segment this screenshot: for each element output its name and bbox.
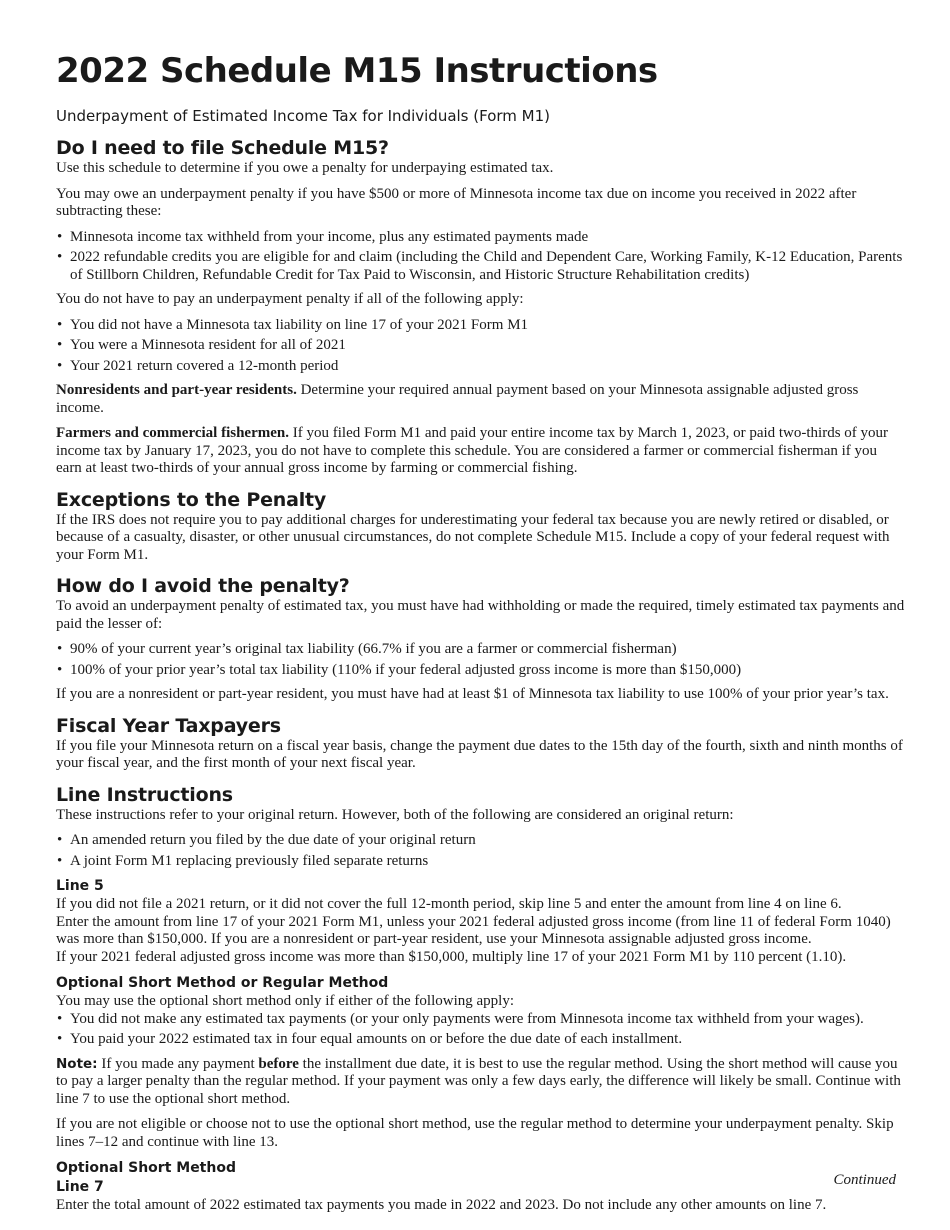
continued-label: Continued: [833, 1172, 896, 1188]
bullet-list: [56, 1011, 906, 1049]
section-line-instructions: [56, 783, 906, 871]
list-item: • Minnesota income tax withheld from your income, plus any estimated payments made: [56, 229, 906, 247]
list-item: • You did not have a Minnesota tax liability on line 17 of your 2021 Form M1: [56, 317, 906, 335]
list-item: • A joint Form M1 replacing previously filed separate returns: [56, 853, 906, 871]
paragraph-text: If you filed Form M1 and paid your entire income tax by March 1, 2023, or paid two-thirds of your income tax by January 17, 2023, you do not have to complete this schedule. You are considered a farmer or commercial fisherman if you earn at least two-thirds of your annual gross income by farming or commercial fishing.: [56, 425, 889, 476]
paragraph-farmers: [56, 425, 906, 478]
instructions-page: [56, 50, 906, 1223]
heading-optional-or-regular: Optional Short Method or Regular Method: [56, 975, 389, 991]
section-need-to-file: [56, 136, 906, 478]
note-label: Note:: [56, 1055, 98, 1072]
section-optional-or-regular: [56, 974, 906, 1151]
paragraph: These instructions refer to your original return. However, both of the following are considered an original return:: [56, 806, 734, 823]
heading-line-5: Line 5: [56, 878, 104, 894]
page-subtitle: Underpayment of Estimated Income Tax for Individuals (Form M1): [56, 107, 551, 125]
section-avoid-penalty: [56, 574, 906, 704]
paragraph: Enter the amount from line 17 of your 2021 Form M1, unless your 2021 federal adjusted gross income (from line 11 of federal Form 1040) was more than $150,000. If you are a nonresident or part-year resident, use your Minnesota assignable adjusted gross income.: [56, 913, 891, 947]
bullet-list: [56, 832, 906, 870]
list-item: • You were a Minnesota resident for all of 2021: [56, 337, 906, 355]
paragraph: Enter the total amount of 2022 estimated tax payments you made in 2022 and 2023. Do not include any other amounts on line 7.: [56, 1197, 827, 1213]
heading-optional-short: Optional Short Method: [56, 1160, 236, 1176]
paragraph: If the IRS does not require you to pay additional charges for underestimating your federal tax because you are newly retired or disabled, or because of a casualty, disaster, or other unusual circumstances, do not complete Schedule M15. Include a copy of your federal request with your Form M1.: [56, 511, 890, 563]
bullet-list: [56, 229, 906, 285]
heading-exceptions: Exceptions to the Penalty: [56, 488, 327, 511]
section-line-5: [56, 877, 906, 966]
heading-line-instructions: Line Instructions: [56, 783, 233, 806]
paragraph-text: the installment due date, it is best to use the regular method. Using the short method will cause you to pay a larger penalty than the regular method. If your payment was only a few days early, the difference will likely be small. Continue with line 7 to use the optional short method.: [56, 1055, 901, 1107]
section-exceptions: [56, 488, 906, 565]
paragraph: If you file your Minnesota return on a fiscal year basis, change the payment due dates to the 15th day of the fourth, sixth and ninth months of your fiscal year, and the first month of your next fiscal year.: [56, 737, 903, 771]
paragraph: If you are not eligible or choose not to use the optional short method, use the regular method to determine your underpayment penalty. Skip lines 7–12 and continue with line 13.: [56, 1116, 894, 1150]
page-title: 2022 Schedule M15 Instructions: [56, 51, 658, 91]
run-in-label: Farmers and commercial fishermen.: [56, 425, 289, 441]
paragraph-text: Determine your required annual payment based on your Minnesota assignable adjusted gross income.: [56, 382, 859, 416]
paragraph: You may owe an underpayment penalty if you have $500 or more of Minnesota income tax due on income you received in 2022 after subtracting these:: [56, 185, 857, 219]
paragraph: You may use the optional short method only if either of the following apply:: [56, 993, 514, 1009]
section-fiscal-year: [56, 714, 906, 773]
paragraph: If you did not file a 2021 return, or it did not cover the full 12-month period, skip line 5 and enter the amount from line 4 on line 6.: [56, 896, 842, 912]
emphasis: before: [258, 1055, 299, 1072]
paragraph-nonresidents: [56, 382, 906, 417]
list-item: • An amended return you filed by the due date of your original return: [56, 832, 906, 850]
heading-need-to-file: Do I need to file Schedule M15?: [56, 137, 389, 159]
list-item: • You did not make any estimated tax payments (or your only payments were from Minnesota income tax withheld from your wages).: [56, 1011, 906, 1029]
list-item: • Your 2021 return covered a 12-month period: [56, 358, 906, 376]
paragraph-note: [56, 1056, 906, 1109]
paragraph: If you are a nonresident or part-year resident, you must have had at least $1 of Minnesota tax liability to use 100% of your prior year’s tax.: [56, 686, 889, 702]
heading-line-7: Line 7: [56, 1179, 104, 1195]
paragraph: You do not have to pay an underpayment penalty if all of the following apply:: [56, 291, 524, 307]
heading-fiscal-year: Fiscal Year Taxpayers: [56, 714, 281, 737]
list-item: • You paid your 2022 estimated tax in four equal amounts on or before the due date of each installment.: [56, 1031, 906, 1049]
heading-avoid-penalty: How do I avoid the penalty?: [56, 575, 350, 597]
bullet-list: [56, 317, 906, 376]
paragraph: If your 2021 federal adjusted gross income was more than $150,000, multiply line 17 of your 2021 Form M1 by 110 percent (1.10).: [56, 948, 847, 965]
list-item: • 2022 refundable credits you are eligible for and claim (including the Child and Dependent Care, Working Family, K-12 Education, Parents of Stillborn Children, Refundable Credit for Tax Paid to Wisconsin, and Historic Structure Rehabilitation credits): [56, 249, 906, 284]
bullet-list: [56, 641, 906, 679]
paragraph: Use this schedule to determine if you owe a penalty for underpaying estimated tax.: [56, 160, 554, 176]
list-item: • 90% of your current year’s original tax liability (66.7% if you are a farmer or commercial fisherman): [56, 641, 906, 659]
paragraph-text: If you made any payment: [101, 1055, 255, 1072]
list-item: • 100% of your prior year’s total tax liability (110% if your federal adjusted gross income is more than $150,000): [56, 662, 906, 680]
section-optional-short: [56, 1159, 906, 1215]
run-in-label: Nonresidents and part-year residents.: [56, 382, 297, 398]
paragraph: To avoid an underpayment penalty of estimated tax, you must have had withholding or made the required, timely estimated tax payments and paid the lesser of:: [56, 598, 905, 632]
